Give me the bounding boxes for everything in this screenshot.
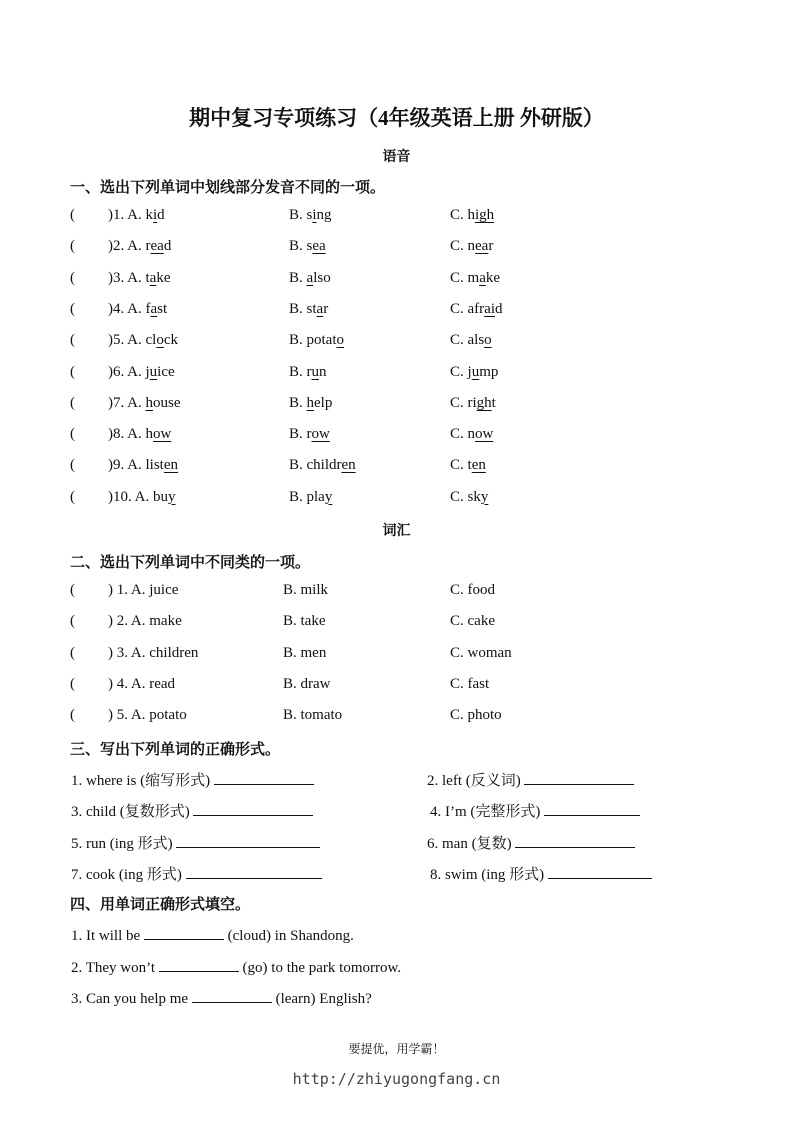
sentence-item: 2. They won’t (go) to the park tomorrow. <box>71 957 401 977</box>
answer-blank[interactable] <box>159 957 239 972</box>
underlined-letters: gh <box>476 394 492 411</box>
vocab-heading: 词汇 <box>382 524 411 539</box>
underlined-letters: u <box>471 363 480 380</box>
option-b: B. men <box>283 644 327 661</box>
answer-paren[interactable]: ( <box>70 207 75 223</box>
option-b: B. star <box>289 300 329 317</box>
option-c: C. woman <box>450 644 512 661</box>
underlined-letters: ow <box>475 426 494 443</box>
answer-blank[interactable] <box>515 833 635 848</box>
option-a: )5. A. clock <box>108 332 178 349</box>
section3-heading: 三、写出下列单词的正确形式。 <box>70 742 281 758</box>
fill-item: 5. run (ing 形式) <box>71 832 320 853</box>
option-c: C. near <box>450 238 494 255</box>
option-a: )9. A. listen <box>108 457 179 474</box>
underlined-letters: a <box>316 300 324 317</box>
answer-paren[interactable]: ( <box>70 644 75 661</box>
answer-paren[interactable]: ( <box>70 488 75 505</box>
fill-item: 8. swim (ing 形式) <box>430 863 652 884</box>
answer-blank[interactable] <box>144 925 224 940</box>
footer-slogan: 要提优，用学霸！ <box>348 1042 445 1056</box>
answer-paren[interactable]: ( <box>70 613 75 630</box>
underlined-letters: en <box>471 457 486 474</box>
option-c: C. jump <box>450 363 499 380</box>
option-c: C. now <box>450 426 494 443</box>
underlined-letters: h <box>145 394 153 411</box>
option-a: ) 2. A. make <box>108 613 182 630</box>
answer-paren[interactable]: ( <box>70 363 75 380</box>
option-b: B. also <box>289 269 331 286</box>
underlined-letters: a <box>149 269 157 286</box>
option-a: ) 3. A. children <box>108 644 199 661</box>
watermark-url: http://zhiyugongfang.cn <box>292 1070 501 1088</box>
sentence-item: 3. Can you help me (learn) English? <box>71 988 372 1008</box>
option-c: C. afraid <box>450 300 503 317</box>
fill-item: 3. child (复数形式) <box>71 800 313 821</box>
answer-blank[interactable] <box>192 988 272 1003</box>
option-a: ) 1. A. juice <box>108 582 179 598</box>
underlined-letters: ea <box>150 238 164 255</box>
option-b: B. sing <box>289 207 332 223</box>
underlined-letters: u <box>311 363 319 380</box>
option-b: B. play <box>289 488 333 505</box>
option-c: C. food <box>450 582 495 598</box>
answer-paren[interactable]: ( <box>70 394 75 411</box>
option-a: )6. A. juice <box>108 363 175 380</box>
underlined-letters: en <box>341 457 356 474</box>
phonetics-heading: 语音 <box>382 150 411 165</box>
answer-paren[interactable]: ( <box>70 457 75 474</box>
option-b: B. sea <box>289 238 326 255</box>
option-a: ) 4. A. read <box>108 675 176 692</box>
option-a: )7. A. house <box>108 394 181 411</box>
answer-blank[interactable] <box>176 833 320 848</box>
answer-paren[interactable]: ( <box>70 707 75 724</box>
answer-blank[interactable] <box>548 864 652 879</box>
answer-blank[interactable] <box>214 770 314 785</box>
underlined-letters: ea <box>475 238 489 255</box>
answer-blank[interactable] <box>193 801 313 816</box>
sentence-item: 1. It will be (cloud) in Shandong. <box>71 925 354 945</box>
option-b: B. help <box>289 394 333 411</box>
option-a: )10. A. buy <box>108 488 176 505</box>
option-b: B. children <box>289 457 356 474</box>
underlined-letters: h <box>306 394 315 411</box>
option-c: C. right <box>450 394 496 411</box>
answer-blank[interactable] <box>544 801 640 816</box>
section1-heading: 一、选出下列单词中划线部分发音不同的一项。 <box>70 180 386 196</box>
option-b: B. milk <box>283 582 329 598</box>
option-b: B. run <box>289 363 327 380</box>
option-b: B. draw <box>283 675 331 692</box>
option-c: C. photo <box>450 707 502 724</box>
underlined-letters: ea <box>312 238 326 255</box>
option-c: C. cake <box>450 613 495 630</box>
option-b: B. tomato <box>283 707 343 724</box>
option-c: C. also <box>450 332 492 349</box>
option-b: B. take <box>283 613 326 630</box>
underlined-letters: o <box>336 332 344 349</box>
section4-heading: 四、用单词正确形式填空。 <box>70 897 251 913</box>
page-title: 期中复习专项练习（4年级英语上册 外研版） <box>189 106 604 130</box>
answer-paren[interactable]: ( <box>70 426 75 443</box>
underlined-letters: ow <box>153 426 172 443</box>
fill-item: 2. left (反义词) <box>427 769 634 790</box>
option-c: C. high <box>450 207 495 223</box>
answer-blank[interactable] <box>186 864 322 879</box>
option-c: C. sky <box>450 488 489 505</box>
underlined-letters: i <box>153 207 158 223</box>
answer-paren[interactable]: ( <box>70 300 75 317</box>
option-b: B. potato <box>289 332 344 349</box>
underlined-letters: i <box>312 207 317 223</box>
option-c: C. ten <box>450 457 486 474</box>
option-a: ) 5. A. potato <box>108 707 187 724</box>
option-c: C. make <box>450 269 501 286</box>
section2-heading: 二、选出下列单词中不同类的一项。 <box>70 555 311 571</box>
fill-item: 1. where is (缩写形式) <box>71 769 314 790</box>
answer-blank[interactable] <box>524 770 634 785</box>
option-a: )2. A. read <box>108 238 172 255</box>
answer-paren[interactable]: ( <box>70 269 75 286</box>
underlined-letters: a <box>306 269 314 286</box>
fill-item: 4. I’m (完整形式) <box>430 800 640 821</box>
answer-paren[interactable]: ( <box>70 238 75 255</box>
option-a: )1. A. kid <box>108 207 165 223</box>
underlined-letters: en <box>163 457 179 474</box>
underlined-letters: u <box>149 363 158 380</box>
option-a: )4. A. fast <box>108 300 168 317</box>
underlined-letters: o <box>156 332 164 349</box>
answer-paren[interactable]: ( <box>70 582 75 598</box>
underlined-letters: igh <box>475 207 495 223</box>
option-a: )3. A. take <box>108 269 171 286</box>
answer-paren[interactable]: ( <box>70 332 75 349</box>
underlined-letters: y <box>480 488 489 505</box>
underlined-letters: a <box>150 300 158 317</box>
option-b: B. row <box>289 426 330 443</box>
underlined-letters: y <box>168 488 176 505</box>
underlined-letters: o <box>484 332 492 349</box>
fill-item: 6. man (复数) <box>427 832 635 853</box>
underlined-letters: a <box>479 269 486 286</box>
option-c: C. fast <box>450 675 490 692</box>
underlined-letters: y <box>324 488 333 505</box>
answer-paren[interactable]: ( <box>70 675 75 692</box>
underlined-letters: ai <box>484 300 495 317</box>
underlined-letters: ow <box>311 426 330 443</box>
fill-item: 7. cook (ing 形式) <box>71 863 322 884</box>
option-a: )8. A. how <box>108 426 172 443</box>
